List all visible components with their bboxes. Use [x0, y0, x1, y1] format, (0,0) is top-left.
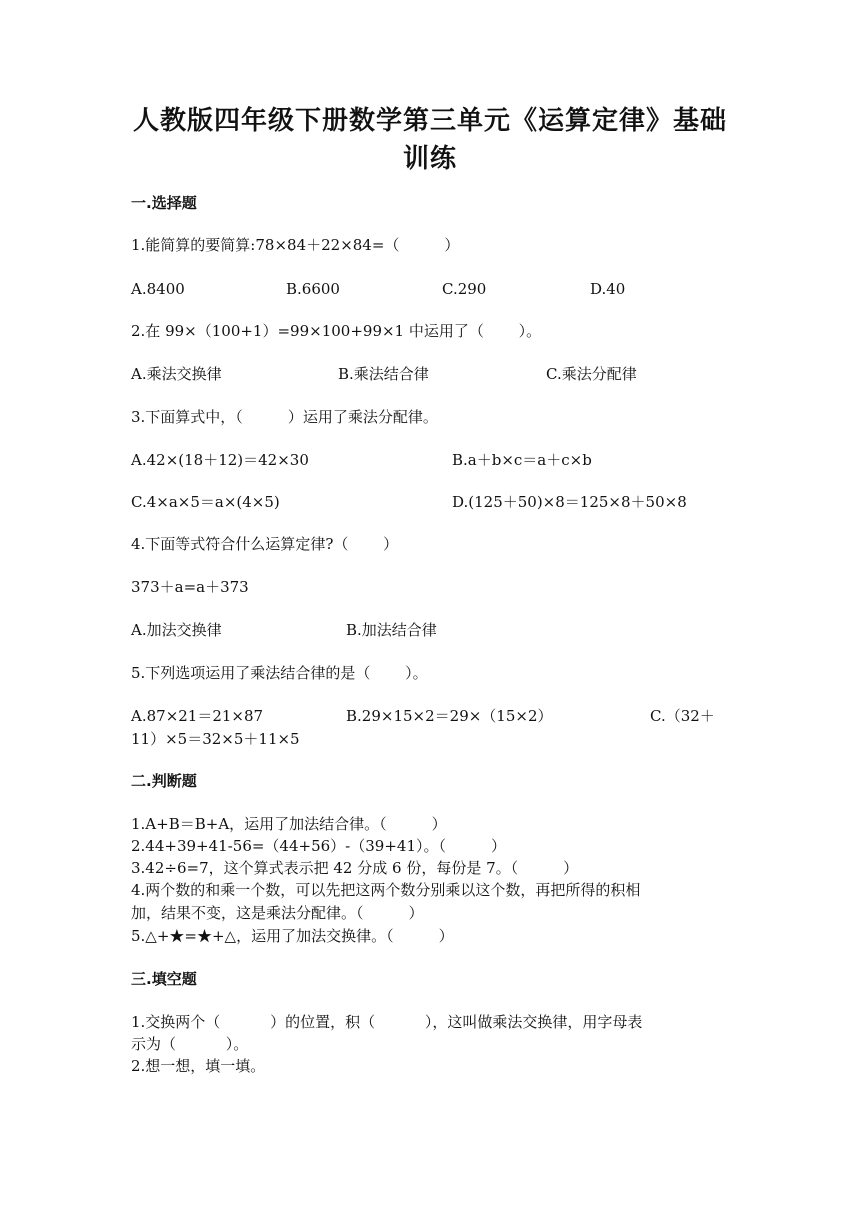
judge-line: 加，结果不变，这是乘法分配律。（ ） [131, 904, 424, 922]
option-a: A.加法交换律 [131, 621, 222, 639]
option-a: A.8400 [131, 280, 185, 298]
option-b: B.6600 [286, 280, 340, 298]
question-stem: 3.下面算式中，（ ）运用了乘法分配律。 [131, 408, 438, 426]
fill-line: 示为（ ）。 [131, 1035, 249, 1053]
option-a: A.87×21＝21×87 [131, 707, 264, 725]
section-heading-judge: 二.判断题 [131, 772, 197, 790]
fill-line: 1.交换两个（ ）的位置，积（ ），这叫做乘法交换律，用字母表 [131, 1013, 643, 1031]
section-heading-choice: 一.选择题 [131, 194, 197, 212]
option-b: B.29×15×2＝29×（15×2） [346, 707, 553, 725]
judge-line: 4.两个数的和乘一个数，可以先把这两个数分别乘以这个数，再把所得的积相 [131, 881, 641, 899]
option-c: C.290 [442, 280, 487, 298]
judge-line: 1.A+B＝B+A，运用了加法结合律。（ ） [131, 815, 447, 833]
question-stem: 4.下面等式符合什么运算定律?（ ） [131, 535, 399, 553]
judge-line: 5.△+★=★+△，运用了加法交换律。（ ） [131, 927, 454, 945]
judge-line: 2.44+39+41-56=（44+56）-（39+41）。（ ） [131, 837, 506, 855]
option-b: B.乘法结合律 [338, 365, 429, 383]
option-c: C.（32＋ [650, 707, 715, 725]
question-stem: 1.能简算的要简算:78×84＋22×84=（ ） [131, 236, 460, 254]
option-d: D.(125＋50)×8＝125×8＋50×8 [452, 493, 687, 511]
option-b: B.加法结合律 [346, 621, 437, 639]
section-heading-fill: 三.填空题 [131, 970, 197, 988]
option-b: B.a＋b×c＝a＋c×b [452, 451, 592, 469]
option-c: C.4×a×5＝a×(4×5) [131, 493, 280, 511]
option-c-continued: 11）×5＝32×5＋11×5 [131, 730, 300, 748]
option-a: A.42×(18＋12)＝42×30 [131, 451, 309, 469]
fill-line: 2.想一想，填一填。 [131, 1057, 266, 1075]
question-stem: 5.下列选项运用了乘法结合律的是（ ）。 [131, 664, 428, 682]
judge-line: 3.42÷6=7，这个算式表示把 42 分成 6 份，每份是 7。（ ） [131, 859, 579, 877]
question-expression: 373＋a=a＋373 [131, 578, 249, 596]
option-c: C.乘法分配律 [546, 365, 637, 383]
option-d: D.40 [590, 280, 626, 298]
page-title: 人教版四年级下册数学第三单元《运算定律》基础训练 [132, 106, 727, 174]
option-a: A.乘法交换律 [131, 365, 222, 383]
question-stem: 2.在 99×（100+1）=99×100+99×1 中运用了（ ）。 [131, 322, 542, 340]
